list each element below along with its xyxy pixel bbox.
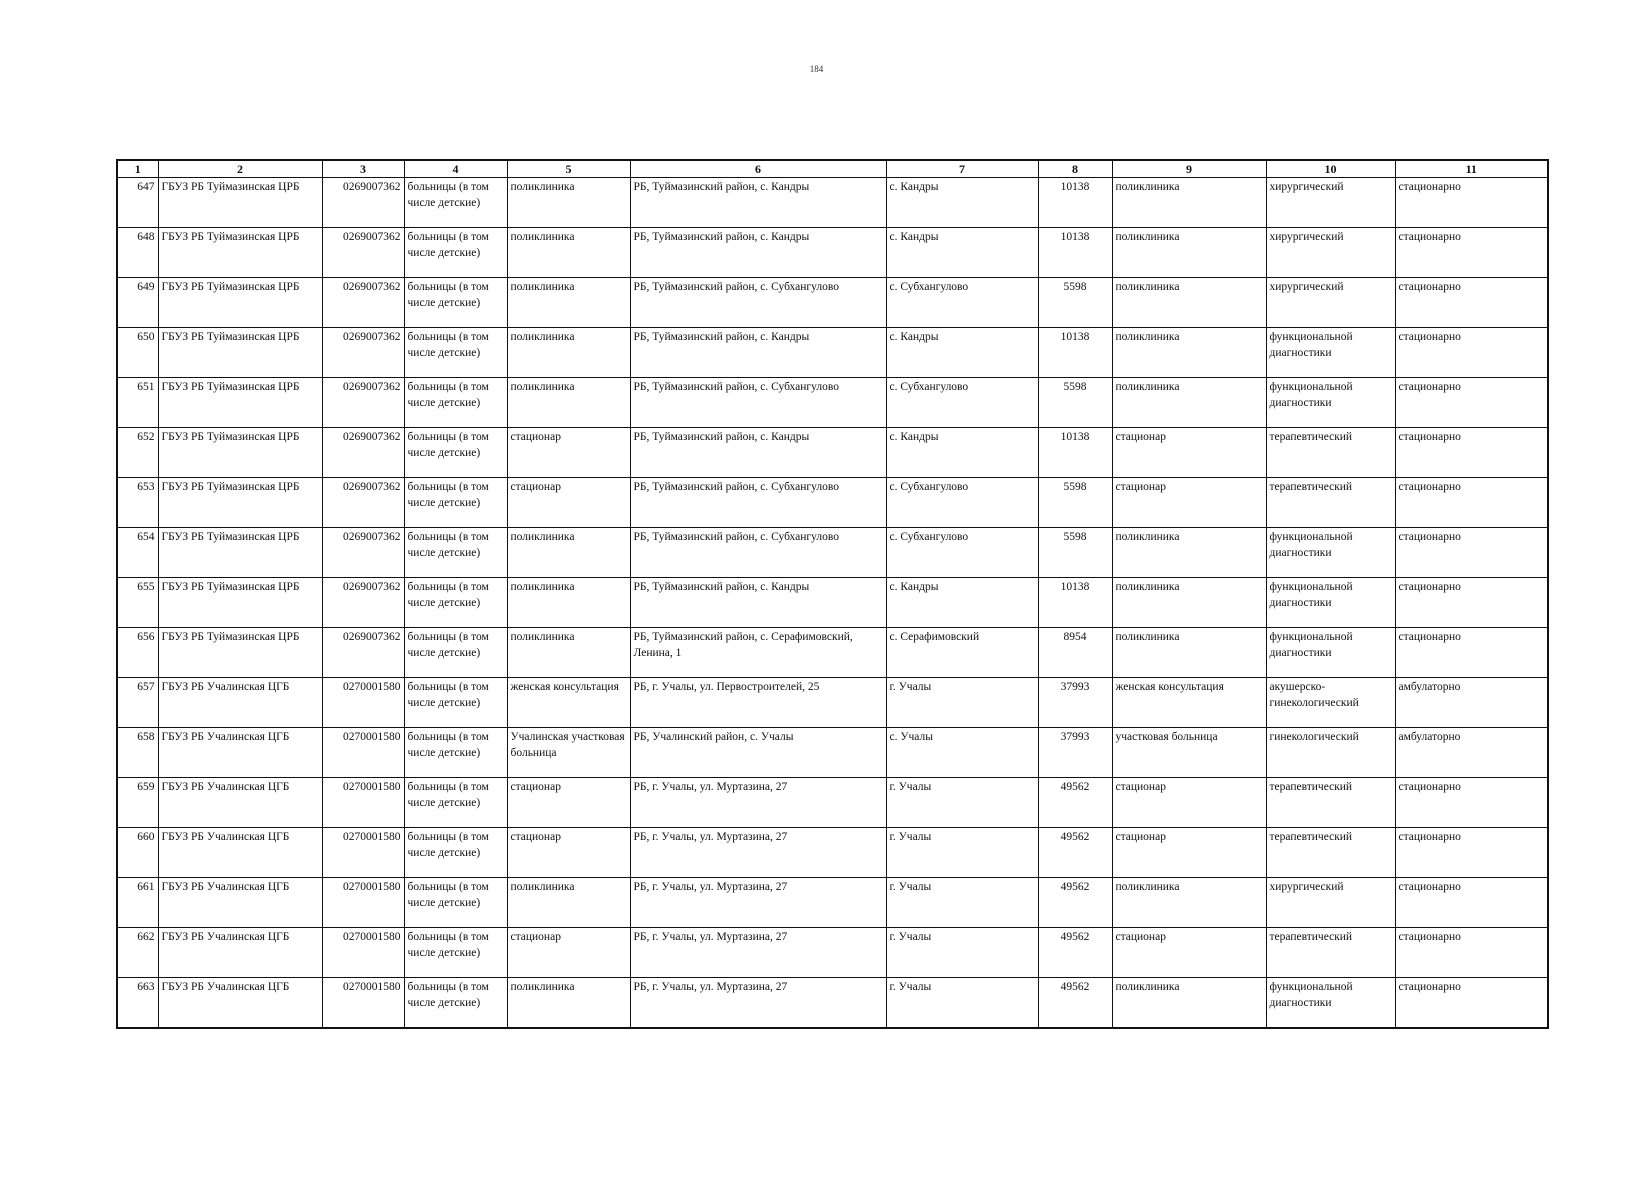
column-header: 10 [1266,160,1395,178]
unit-cell: стационар [507,828,630,878]
population-cell: 49562 [1038,828,1112,878]
organization-cell: ГБУЗ РБ Туймазинская ЦРБ [158,278,322,328]
subdivision-cell: поликлиника [1112,878,1266,928]
care-mode-cell: стационарно [1395,878,1548,928]
inn-cell: 0270001580 [322,978,404,1028]
subdivision-cell: поликлиника [1112,178,1266,228]
facility-type-cell: больницы (в том числе детские) [404,978,507,1028]
inn-cell: 0270001580 [322,678,404,728]
care-mode-cell: стационарно [1395,978,1548,1028]
facility-type-cell: больницы (в том числе детские) [404,528,507,578]
profile-cell: хирургический [1266,878,1395,928]
unit-cell: поликлиника [507,528,630,578]
profile-cell: терапевтический [1266,828,1395,878]
row-number-cell: 647 [117,178,158,228]
facility-type-cell: больницы (в том числе детские) [404,378,507,428]
population-cell: 49562 [1038,978,1112,1028]
care-mode-cell: амбулаторно [1395,728,1548,778]
profile-cell: функциональной диагностики [1266,578,1395,628]
table-row [117,828,1548,878]
address-cell: РБ, г. Учалы, ул. Муртазина, 27 [630,928,886,978]
unit-cell: женская консультация [507,678,630,728]
facility-type-cell: больницы (в том числе детские) [404,878,507,928]
population-cell: 5598 [1038,478,1112,528]
population-cell: 5598 [1038,278,1112,328]
care-mode-cell: стационарно [1395,528,1548,578]
organization-cell: ГБУЗ РБ Туймазинская ЦРБ [158,178,322,228]
profile-cell: терапевтический [1266,428,1395,478]
care-mode-cell: стационарно [1395,428,1548,478]
care-mode-cell: стационарно [1395,228,1548,278]
facility-type-cell: больницы (в том числе детские) [404,728,507,778]
profile-cell: функциональной диагностики [1266,528,1395,578]
profile-cell: терапевтический [1266,778,1395,828]
organization-cell: ГБУЗ РБ Туймазинская ЦРБ [158,628,322,678]
inn-cell: 0269007362 [322,228,404,278]
address-cell: РБ, г. Учалы, ул. Муртазина, 27 [630,978,886,1028]
inn-cell: 0269007362 [322,478,404,528]
locality-cell: г. Учалы [886,928,1038,978]
facility-type-cell: больницы (в том числе детские) [404,228,507,278]
row-number-cell: 661 [117,878,158,928]
row-number-cell: 650 [117,328,158,378]
page-number: 184 [809,64,824,74]
row-number-cell: 652 [117,428,158,478]
row-number-cell: 658 [117,728,158,778]
locality-cell: г. Учалы [886,678,1038,728]
organization-cell: ГБУЗ РБ Туймазинская ЦРБ [158,328,322,378]
care-mode-cell: стационарно [1395,328,1548,378]
locality-cell: с. Учалы [886,728,1038,778]
inn-cell: 0270001580 [322,728,404,778]
address-cell: РБ, Туймазинский район, с. Серафимовский, Ленина, 1 [630,628,886,678]
facility-type-cell: больницы (в том числе детские) [404,628,507,678]
population-cell: 5598 [1038,378,1112,428]
population-cell: 37993 [1038,728,1112,778]
inn-cell: 0269007362 [322,278,404,328]
care-mode-cell: стационарно [1395,828,1548,878]
profile-cell: хирургический [1266,278,1395,328]
inn-cell: 0269007362 [322,628,404,678]
inn-cell: 0270001580 [322,878,404,928]
address-cell: РБ, г. Учалы, ул. Первостроителей, 25 [630,678,886,728]
population-cell: 49562 [1038,778,1112,828]
address-cell: РБ, г. Учалы, ул. Муртазина, 27 [630,778,886,828]
subdivision-cell: стационар [1112,778,1266,828]
locality-cell: г. Учалы [886,828,1038,878]
subdivision-cell: поликлиника [1112,228,1266,278]
address-cell: РБ, Туймазинский район, с. Кандры [630,578,886,628]
address-cell: РБ, Туймазинский район, с. Субхангулово [630,528,886,578]
care-mode-cell: амбулаторно [1395,678,1548,728]
profile-cell: хирургический [1266,178,1395,228]
profile-cell: терапевтический [1266,478,1395,528]
row-number-cell: 654 [117,528,158,578]
subdivision-cell: стационар [1112,478,1266,528]
locality-cell: с. Кандры [886,178,1038,228]
column-header: 3 [322,160,404,178]
profile-cell: акушерско-гинекологический [1266,678,1395,728]
organization-cell: ГБУЗ РБ Туймазинская ЦРБ [158,578,322,628]
unit-cell: Учалинская участковая больница [507,728,630,778]
profile-cell: хирургический [1266,228,1395,278]
locality-cell: г. Учалы [886,778,1038,828]
locality-cell: с. Кандры [886,328,1038,378]
subdivision-cell: стационар [1112,828,1266,878]
facility-type-cell: больницы (в том числе детские) [404,578,507,628]
address-cell: РБ, Туймазинский район, с. Кандры [630,328,886,378]
subdivision-cell: поликлиника [1112,278,1266,328]
inn-cell: 0269007362 [322,528,404,578]
locality-cell: с. Кандры [886,428,1038,478]
facility-type-cell: больницы (в том числе детские) [404,778,507,828]
facility-type-cell: больницы (в том числе детские) [404,278,507,328]
header-row [117,160,1548,178]
row-number-cell: 656 [117,628,158,678]
row-number-cell: 655 [117,578,158,628]
table-row [117,778,1548,828]
population-cell: 10138 [1038,328,1112,378]
table-row [117,478,1548,528]
facility-type-cell: больницы (в том числе детские) [404,678,507,728]
subdivision-cell: стационар [1112,428,1266,478]
column-header: 4 [404,160,507,178]
population-cell: 10138 [1038,428,1112,478]
population-cell: 10138 [1038,178,1112,228]
subdivision-cell: поликлиника [1112,628,1266,678]
facility-type-cell: больницы (в том числе детские) [404,178,507,228]
subdivision-cell: поликлиника [1112,578,1266,628]
column-header: 6 [630,160,886,178]
unit-cell: стационар [507,478,630,528]
facility-type-cell: больницы (в том числе детские) [404,328,507,378]
table-row [117,378,1548,428]
row-number-cell: 660 [117,828,158,878]
inn-cell: 0269007362 [322,328,404,378]
unit-cell: поликлиника [507,378,630,428]
table-body [117,178,1548,1028]
subdivision-cell: поликлиника [1112,528,1266,578]
address-cell: РБ, Туймазинский район, с. Субхангулово [630,378,886,428]
population-cell: 49562 [1038,928,1112,978]
locality-cell: г. Учалы [886,978,1038,1028]
table-row [117,928,1548,978]
organization-cell: ГБУЗ РБ Туймазинская ЦРБ [158,378,322,428]
row-number-cell: 649 [117,278,158,328]
care-mode-cell: стационарно [1395,578,1548,628]
facility-type-cell: больницы (в том числе детские) [404,478,507,528]
population-cell: 8954 [1038,628,1112,678]
organization-cell: ГБУЗ РБ Учалинская ЦГБ [158,878,322,928]
subdivision-cell: стационар [1112,928,1266,978]
profile-cell: функциональной диагностики [1266,978,1395,1028]
inn-cell: 0269007362 [322,428,404,478]
address-cell: РБ, Туймазинский район, с. Кандры [630,178,886,228]
table-row [117,878,1548,928]
address-cell: РБ, г. Учалы, ул. Муртазина, 27 [630,828,886,878]
population-cell: 49562 [1038,878,1112,928]
care-mode-cell: стационарно [1395,628,1548,678]
table-row [117,278,1548,328]
inn-cell: 0269007362 [322,578,404,628]
inn-cell: 0270001580 [322,928,404,978]
address-cell: РБ, Туймазинский район, с. Субхангулово [630,478,886,528]
registry-table [116,159,1549,1029]
subdivision-cell: поликлиника [1112,978,1266,1028]
facility-type-cell: больницы (в том числе детские) [404,428,507,478]
organization-cell: ГБУЗ РБ Учалинская ЦГБ [158,728,322,778]
care-mode-cell: стационарно [1395,378,1548,428]
row-number-cell: 662 [117,928,158,978]
subdivision-cell: женская консультация [1112,678,1266,728]
row-number-cell: 651 [117,378,158,428]
unit-cell: поликлиника [507,878,630,928]
column-header: 11 [1395,160,1548,178]
locality-cell: с. Кандры [886,578,1038,628]
subdivision-cell: поликлиника [1112,328,1266,378]
table-row [117,978,1548,1028]
table-row [117,728,1548,778]
inn-cell: 0269007362 [322,378,404,428]
organization-cell: ГБУЗ РБ Туймазинская ЦРБ [158,228,322,278]
column-header: 9 [1112,160,1266,178]
unit-cell: поликлиника [507,978,630,1028]
column-header: 7 [886,160,1038,178]
locality-cell: с. Серафимовский [886,628,1038,678]
column-header: 1 [117,160,158,178]
address-cell: РБ, Туймазинский район, с. Кандры [630,228,886,278]
row-number-cell: 648 [117,228,158,278]
care-mode-cell: стационарно [1395,178,1548,228]
address-cell: РБ, Туймазинский район, с. Субхангулово [630,278,886,328]
locality-cell: с. Субхангулово [886,528,1038,578]
organization-cell: ГБУЗ РБ Туймазинская ЦРБ [158,528,322,578]
inn-cell: 0269007362 [322,178,404,228]
profile-cell: функциональной диагностики [1266,378,1395,428]
column-header: 5 [507,160,630,178]
care-mode-cell: стационарно [1395,928,1548,978]
care-mode-cell: стационарно [1395,278,1548,328]
address-cell: РБ, Туймазинский район, с. Кандры [630,428,886,478]
locality-cell: с. Субхангулово [886,478,1038,528]
address-cell: РБ, Учалинский район, с. Учалы [630,728,886,778]
unit-cell: стационар [507,428,630,478]
locality-cell: с. Субхангулово [886,378,1038,428]
table-row [117,578,1548,628]
column-header: 8 [1038,160,1112,178]
organization-cell: ГБУЗ РБ Туймазинская ЦРБ [158,428,322,478]
profile-cell: функциональной диагностики [1266,328,1395,378]
locality-cell: с. Субхангулово [886,278,1038,328]
profile-cell: функциональной диагностики [1266,628,1395,678]
unit-cell: стационар [507,928,630,978]
column-header: 2 [158,160,322,178]
unit-cell: поликлиника [507,628,630,678]
population-cell: 10138 [1038,578,1112,628]
row-number-cell: 659 [117,778,158,828]
table-row [117,228,1548,278]
care-mode-cell: стационарно [1395,778,1548,828]
organization-cell: ГБУЗ РБ Учалинская ЦГБ [158,828,322,878]
organization-cell: ГБУЗ РБ Учалинская ЦГБ [158,978,322,1028]
population-cell: 10138 [1038,228,1112,278]
organization-cell: ГБУЗ РБ Туймазинская ЦРБ [158,478,322,528]
organization-cell: ГБУЗ РБ Учалинская ЦГБ [158,778,322,828]
care-mode-cell: стационарно [1395,478,1548,528]
population-cell: 37993 [1038,678,1112,728]
profile-cell: гинекологический [1266,728,1395,778]
unit-cell: поликлиника [507,328,630,378]
organization-cell: ГБУЗ РБ Учалинская ЦГБ [158,678,322,728]
table-row [117,528,1548,578]
unit-cell: поликлиника [507,178,630,228]
row-number-cell: 657 [117,678,158,728]
table-row [117,628,1548,678]
row-number-cell: 653 [117,478,158,528]
facility-type-cell: больницы (в том числе детские) [404,828,507,878]
facility-type-cell: больницы (в том числе детские) [404,928,507,978]
row-number-cell: 663 [117,978,158,1028]
table-row [117,328,1548,378]
table-row [117,178,1548,228]
subdivision-cell: поликлиника [1112,378,1266,428]
unit-cell: поликлиника [507,278,630,328]
table-row [117,678,1548,728]
subdivision-cell: участковая больница [1112,728,1266,778]
inn-cell: 0270001580 [322,778,404,828]
locality-cell: г. Учалы [886,878,1038,928]
unit-cell: поликлиника [507,578,630,628]
profile-cell: терапевтический [1266,928,1395,978]
address-cell: РБ, г. Учалы, ул. Муртазина, 27 [630,878,886,928]
table-row [117,428,1548,478]
unit-cell: стационар [507,778,630,828]
population-cell: 5598 [1038,528,1112,578]
unit-cell: поликлиника [507,228,630,278]
locality-cell: с. Кандры [886,228,1038,278]
organization-cell: ГБУЗ РБ Учалинская ЦГБ [158,928,322,978]
inn-cell: 0270001580 [322,828,404,878]
